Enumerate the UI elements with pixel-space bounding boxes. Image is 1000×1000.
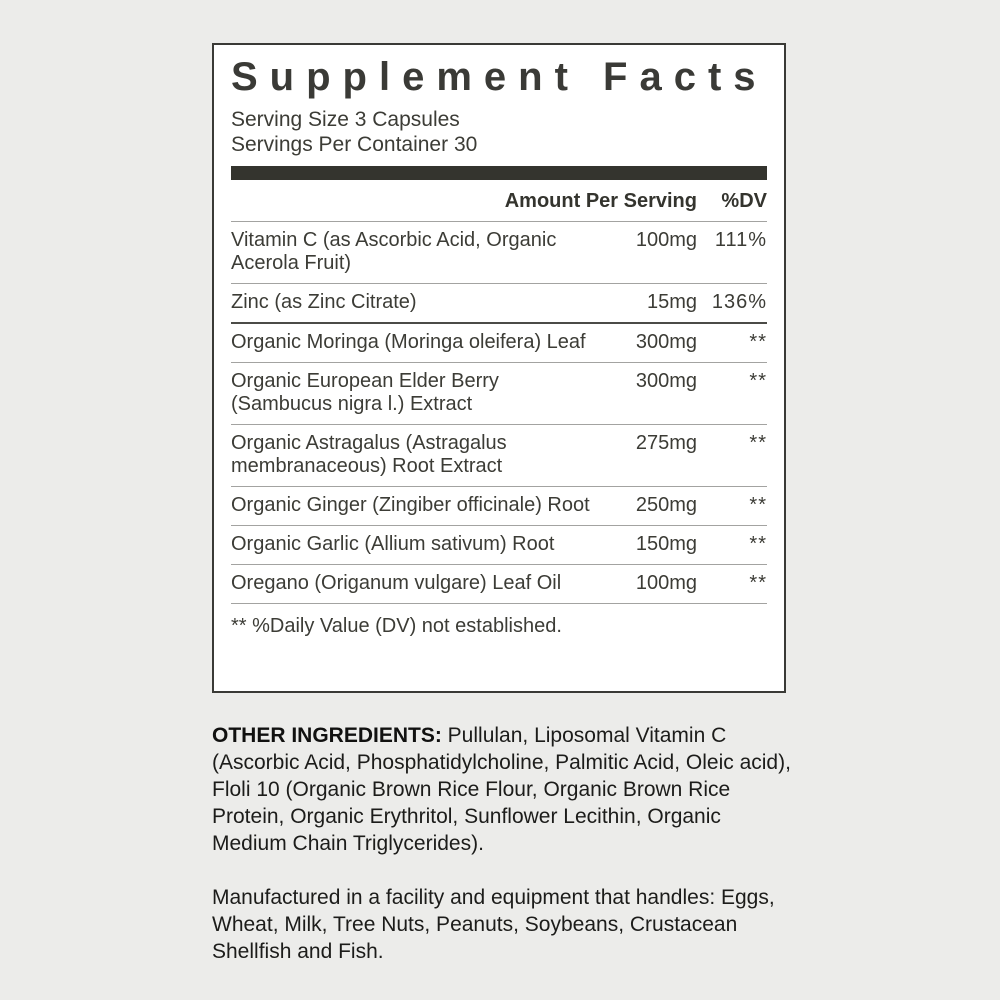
ingredient-amount: 300mg [635,369,697,392]
table-header [231,180,767,221]
ingredient-amount: 100mg [635,228,697,251]
ingredient-amount: 300mg [635,330,697,353]
ingredient-name: Organic Moringa (Moringa oleifera) Leaf [231,330,586,353]
serving-size: Serving Size 3 Capsules [231,107,460,131]
ingredient-name: Organic European Elder Berry (Sambucus nigra l.) Extract [231,369,499,415]
amount-per-serving-header: Amount Per Serving [504,189,697,212]
ingredient-name: Zinc (as Zinc Citrate) [231,290,417,313]
ingredient-name: Organic Ginger (Zingiber officinale) Root [231,493,590,516]
supplement-facts-panel [212,43,786,693]
table-row [231,564,767,603]
dv-header: %DV [721,189,767,212]
table-row [231,221,767,283]
additional-info-section [212,722,800,965]
ingredient-name: Oregano (Origanum vulgare) Leaf Oil [231,571,562,594]
table-row [231,362,767,424]
table-row [231,486,767,525]
panel-title: Supplement Facts [231,55,768,99]
table-row [231,283,767,322]
ingredient-amount: 150mg [635,532,697,555]
allergen-statement: Manufactured in a facility and equipment that handles: Eggs, Wheat, Milk, Tree Nuts, Peanuts, Soybeans, Crustacean Shellfish and Fish. [212,886,775,963]
other-ingredients-text: Pullulan, Liposomal Vitamin C (Ascorbic Acid, Phosphatidylcholine, Palmitic Acid, Oleic acid), Floli 10 (Organic Brown Rice Flour, Organic Brown Rice Protein, Organic Erythritol, Sunflower Lecithin, Organic Medium Chain Triglycerides). [212,724,791,855]
ingredient-amount: 275mg [635,431,697,454]
ingredient-dv: ** [749,330,767,353]
ingredient-name: Organic Garlic (Allium sativum) Root [231,532,555,555]
ingredient-dv: 136% [711,290,767,313]
table-row [231,525,767,564]
ingredient-dv: ** [749,369,767,392]
ingredient-amount: 100mg [635,571,697,594]
ingredient-name: Vitamin C (as Ascorbic Acid, Organic Acerola Fruit) [231,228,557,274]
ingredient-dv: ** [749,532,767,555]
other-ingredients [212,722,800,857]
ingredient-dv: ** [749,493,767,516]
table-row [231,322,767,362]
ingredient-amount: 15mg [646,290,697,313]
ingredient-dv: 111% [714,228,767,251]
servings-per-container: Servings Per Container 30 [231,132,478,156]
dv-footnote: ** %Daily Value (DV) not established. [231,603,767,648]
ingredient-dv: ** [749,571,767,594]
table-row [231,424,767,486]
other-ingredients-heading: OTHER INGREDIENTS: [212,724,442,747]
ingredient-name: Organic Astragalus (Astragalus membranaceous) Root Extract [231,431,507,477]
section-divider-bar [231,166,767,180]
ingredient-dv: ** [749,431,767,454]
ingredient-amount: 250mg [635,493,697,516]
